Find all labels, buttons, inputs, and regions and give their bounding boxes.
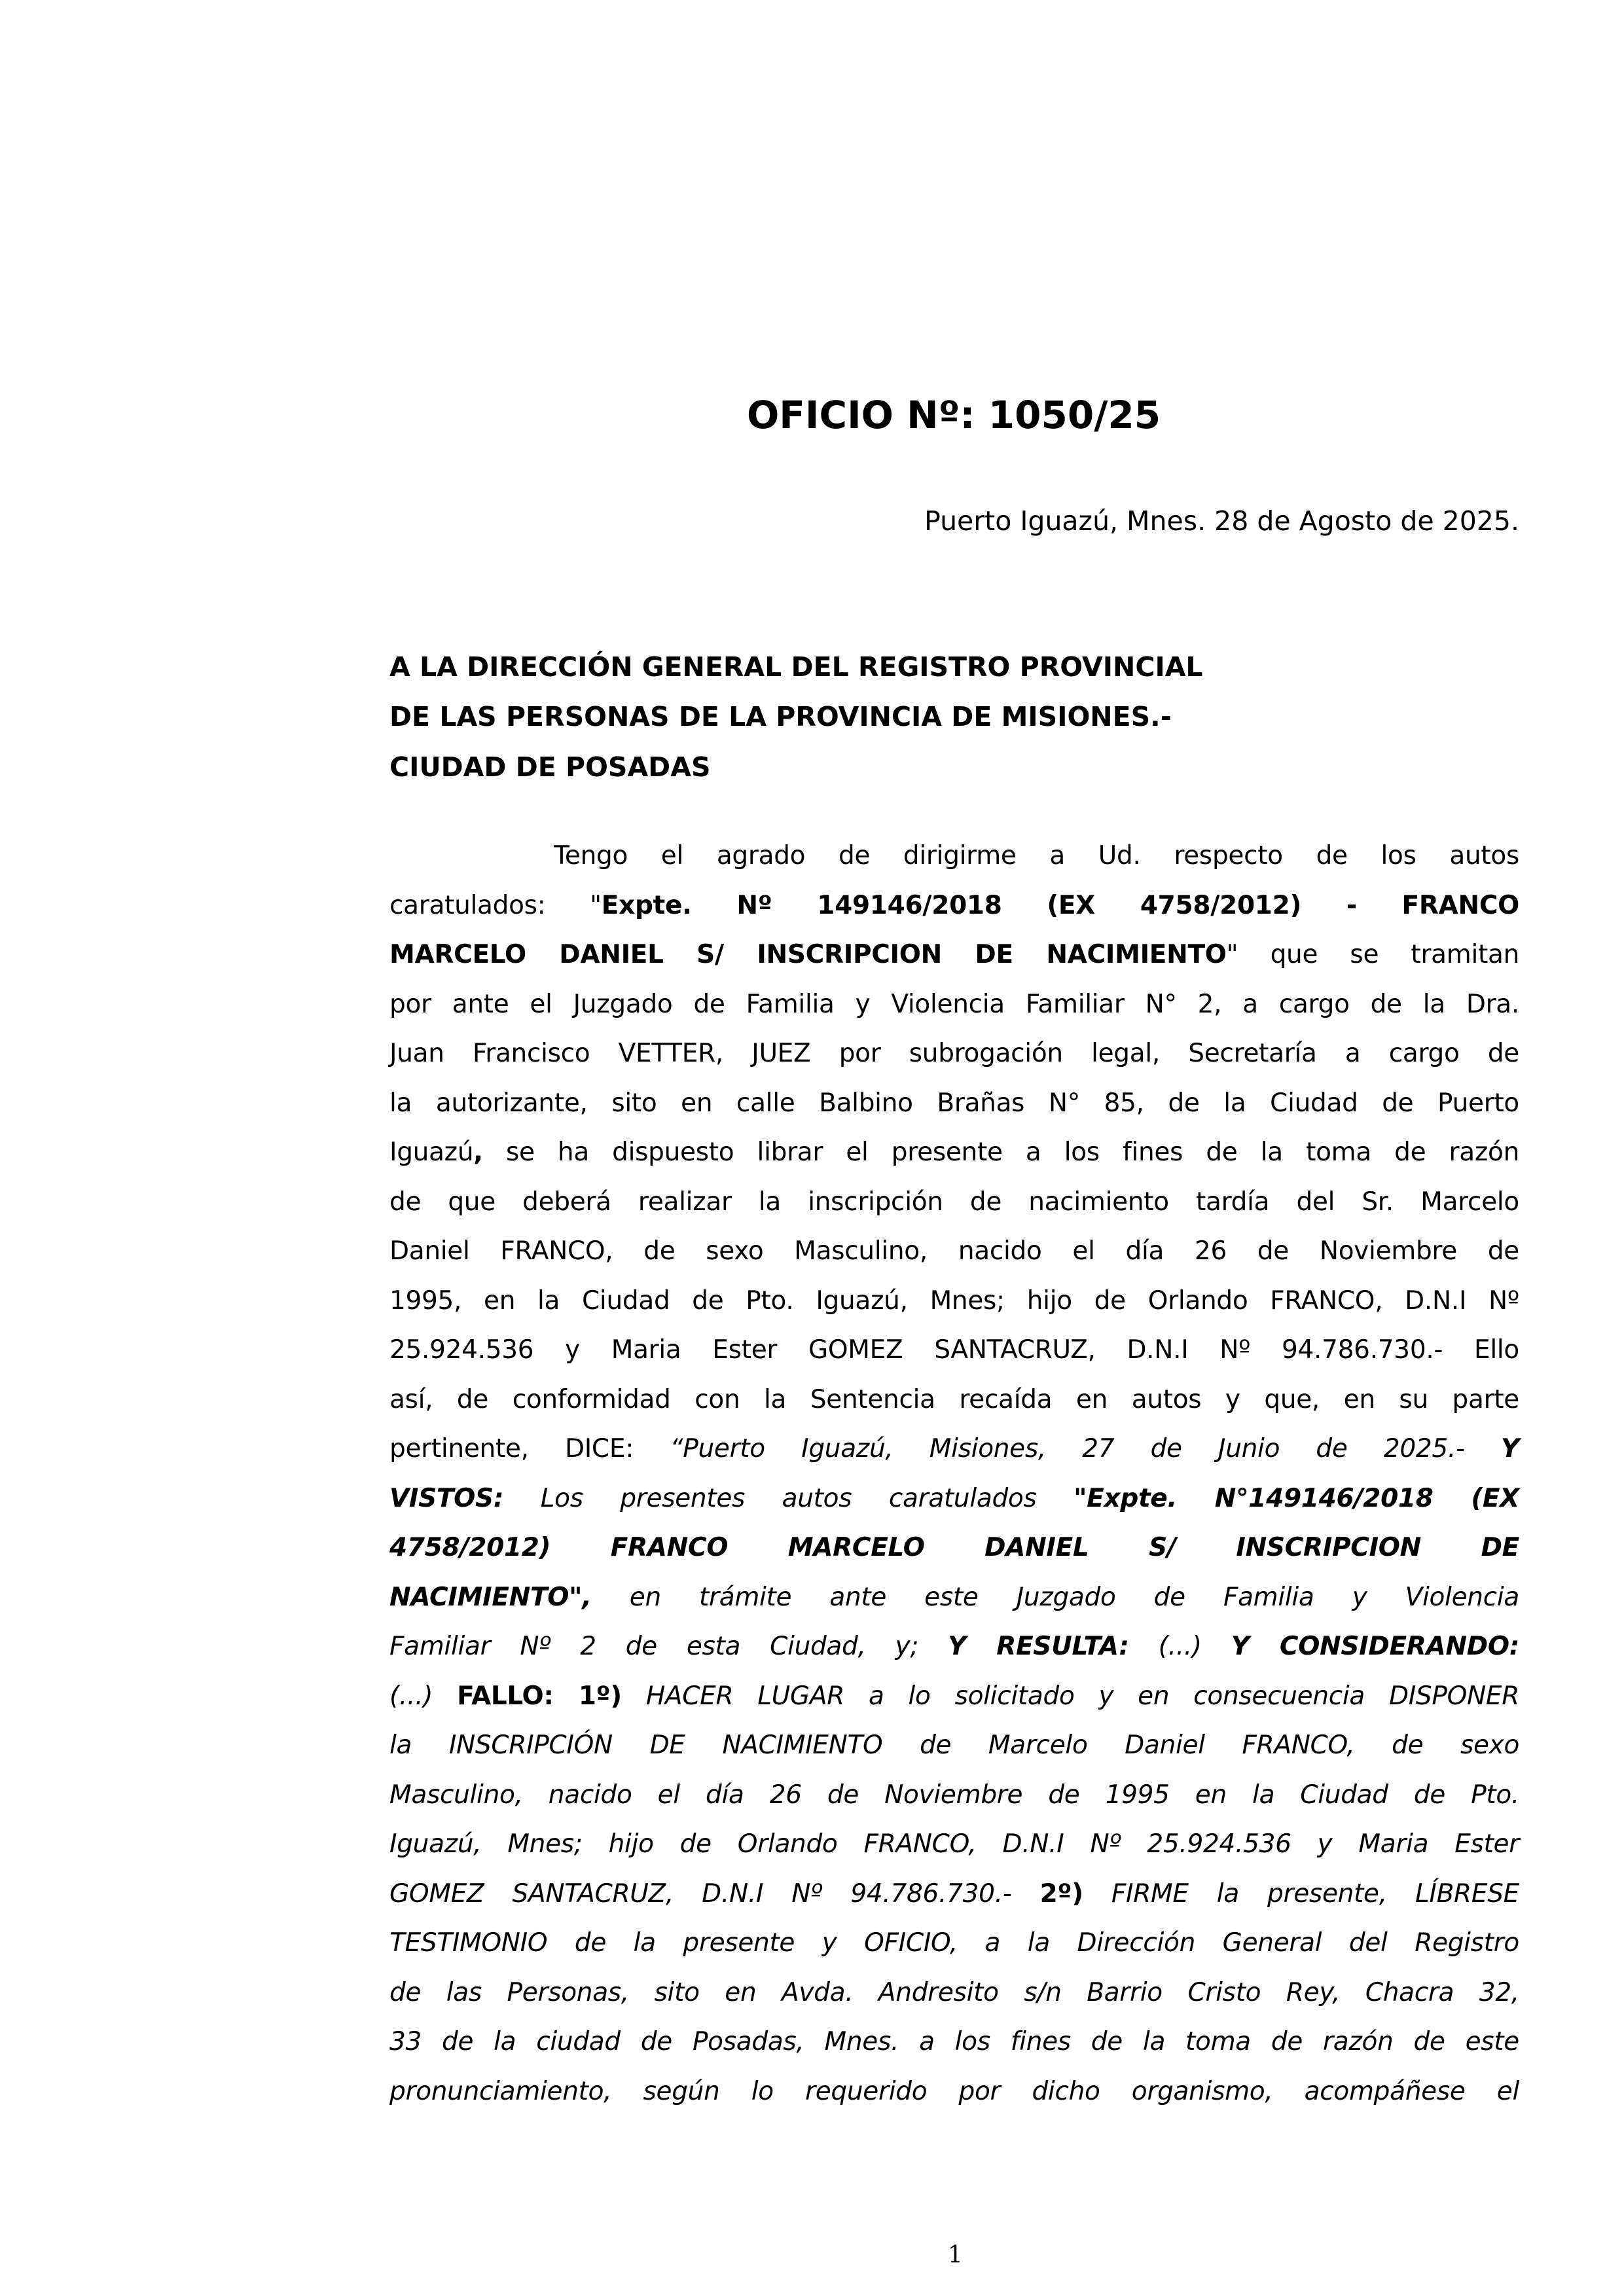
- page-number: 1: [948, 2242, 963, 2269]
- text-segment: Daniel FRANCO, de sexo Masculino, nacido el día 26 de Noviembre de: [389, 1236, 1519, 1266]
- text-segment: pertinente, DICE:: [389, 1434, 670, 1463]
- body-line: [389, 1177, 1519, 1227]
- text-segment: Iguazú, Mnes; hijo de Orlando FRANCO, D.N.I Nº 25.924.536 y Maria Ester: [389, 1829, 1519, 1859]
- text-segment: así, de conformidad con la Sentencia recaída en autos y que, en su parte: [389, 1384, 1519, 1414]
- text-segment: Y RESULTA:: [948, 1632, 1129, 1661]
- body-line: [389, 1424, 1519, 1474]
- body-line: [389, 2067, 1519, 2117]
- body-line: [389, 1721, 1519, 1770]
- body-line: [389, 1128, 1519, 1177]
- body-line: [389, 930, 1519, 980]
- text-segment: la autorizante, sito en calle Balbino Brañas N° 85, de la Ciudad de Puerto: [389, 1088, 1519, 1118]
- body-line: [389, 1820, 1519, 1869]
- text-segment: Tengo el agrado de dirigirme a Ud. respecto de los autos: [554, 841, 1519, 870]
- body-line: [389, 1968, 1519, 2018]
- text-segment: Juan Francisco VETTER, JUEZ por subrogación legal, Secretaría a cargo de: [389, 1039, 1519, 1068]
- text-segment: 2º): [1039, 1878, 1083, 1909]
- text-segment: MARCELO DANIEL S/ INSCRIPCION DE NACIMIENTO: [389, 940, 1227, 969]
- text-segment: Y CONSIDERANDO:: [1231, 1632, 1519, 1661]
- document-date: Puerto Iguazú, Mnes. 28 de Agosto de 2025.: [924, 505, 1519, 537]
- document-title: OFICIO Nº: 1050/25: [747, 393, 1161, 437]
- text-segment: en trámite ante este Juzgado de Familia y Violencia: [591, 1582, 1519, 1612]
- text-segment: pronunciamiento, según lo requerido por dicho organismo, acompáñese el: [389, 2076, 1519, 2106]
- text-segment: “Puerto Iguazú, Misiones, 27 de Junio de 2025.-: [670, 1434, 1502, 1463]
- body-line: [389, 1325, 1519, 1375]
- text-segment: Y: [1501, 1434, 1519, 1463]
- addressee-line-1: A LA DIRECCIÓN GENERAL DEL REGISTRO PROVINCIAL: [389, 651, 1203, 683]
- body-line: [389, 1276, 1519, 1326]
- text-segment: GOMEZ SANTACRUZ, D.N.I Nº 94.786.730.-: [389, 1878, 1040, 1909]
- body-line: [389, 1474, 1519, 1524]
- addressee-line-3: CIUDAD DE POSADAS: [389, 751, 711, 783]
- text-segment: (...): [389, 1681, 458, 1711]
- text-segment: ,: [473, 1138, 483, 1167]
- document-body: [389, 831, 1519, 2116]
- text-segment: Expte. N°149146/2018 (EX: [1087, 1483, 1519, 1513]
- text-segment: 1995, en la Ciudad de Pto. Iguazú, Mnes; hijo de Orlando FRANCO, D.N.I Nº: [389, 1285, 1519, 1316]
- body-line: [389, 831, 1519, 881]
- addressee-line-2: DE LAS PERSONAS DE LA PROVINCIA DE MISIONES.-: [389, 701, 1172, 732]
- body-line: [389, 1869, 1519, 1919]
- body-line: [389, 1770, 1519, 1820]
- text-segment: FIRME la presente, LÍBRESE: [1083, 1878, 1519, 1909]
- body-line: [389, 1523, 1519, 1573]
- text-segment: Expte. Nº 149146/2018 (EX 4758/2012) - FRANCO: [601, 890, 1520, 920]
- text-segment: se ha dispuesto librar el presente a los fines de la toma de razón: [482, 1138, 1519, 1167]
- body-line: [389, 1672, 1519, 1721]
- text-segment: Iguazú: [389, 1138, 474, 1167]
- text-segment: por ante el Juzgado de Familia y Violencia Familiar N° 2, a cargo de la Dra.: [389, 989, 1519, 1019]
- body-line: [389, 980, 1519, 1030]
- body-line: [389, 1918, 1519, 1968]
- body-line: [389, 1029, 1519, 1079]
- text-segment: FALLO: 1º): [457, 1681, 622, 1711]
- text-segment: TESTIMONIO de la presente y OFICIO, a la Dirección General del Registro: [389, 1928, 1519, 1958]
- text-segment: " que se tramitan: [1226, 940, 1519, 969]
- body-line: [389, 2017, 1519, 2067]
- text-segment: 4758/2012) FRANCO MARCELO DANIEL S/ INSCRIPCION DE: [389, 1533, 1519, 1562]
- body-line: [389, 1573, 1519, 1623]
- text-segment: Familiar Nº 2 de esta Ciudad, y;: [389, 1632, 948, 1661]
- text-segment: Los presentes autos caratulados: [503, 1483, 1074, 1513]
- text-segment: VISTOS:: [389, 1483, 504, 1513]
- body-line: [389, 1227, 1519, 1276]
- text-segment: de las Personas, sito en Avda. Andresito s/n Barrio Cristo Rey, Chacra 32,: [389, 1977, 1519, 2007]
- text-segment: NACIMIENTO",: [389, 1582, 592, 1612]
- text-segment: HACER LUGAR a lo solicitado y en consecuencia DISPONER: [621, 1681, 1519, 1711]
- text-segment: 25.924.536 y Maria Ester GOMEZ SANTACRUZ, D.N.I Nº 94.786.730.- Ello: [389, 1335, 1519, 1365]
- text-segment: caratulados: ": [389, 890, 602, 920]
- body-line: [389, 881, 1519, 931]
- body-line: [389, 1079, 1519, 1128]
- text-segment: 33 de la ciudad de Posadas, Mnes. a los fines de la toma de razón de este: [389, 2027, 1519, 2056]
- text-segment: la INSCRIPCIÓN DE NACIMIENTO de Marcelo Daniel FRANCO, de sexo: [389, 1731, 1519, 1760]
- text-segment: (...): [1128, 1632, 1231, 1661]
- text-segment: ": [1074, 1483, 1087, 1513]
- text-segment: de que deberá realizar la inscripción de nacimiento tardía del Sr. Marcelo: [389, 1187, 1519, 1217]
- body-line: [389, 1375, 1519, 1425]
- body-line: [389, 1622, 1519, 1672]
- text-segment: Masculino, nacido el día 26 de Noviembre de 1995 en la Ciudad de Pto.: [389, 1780, 1519, 1810]
